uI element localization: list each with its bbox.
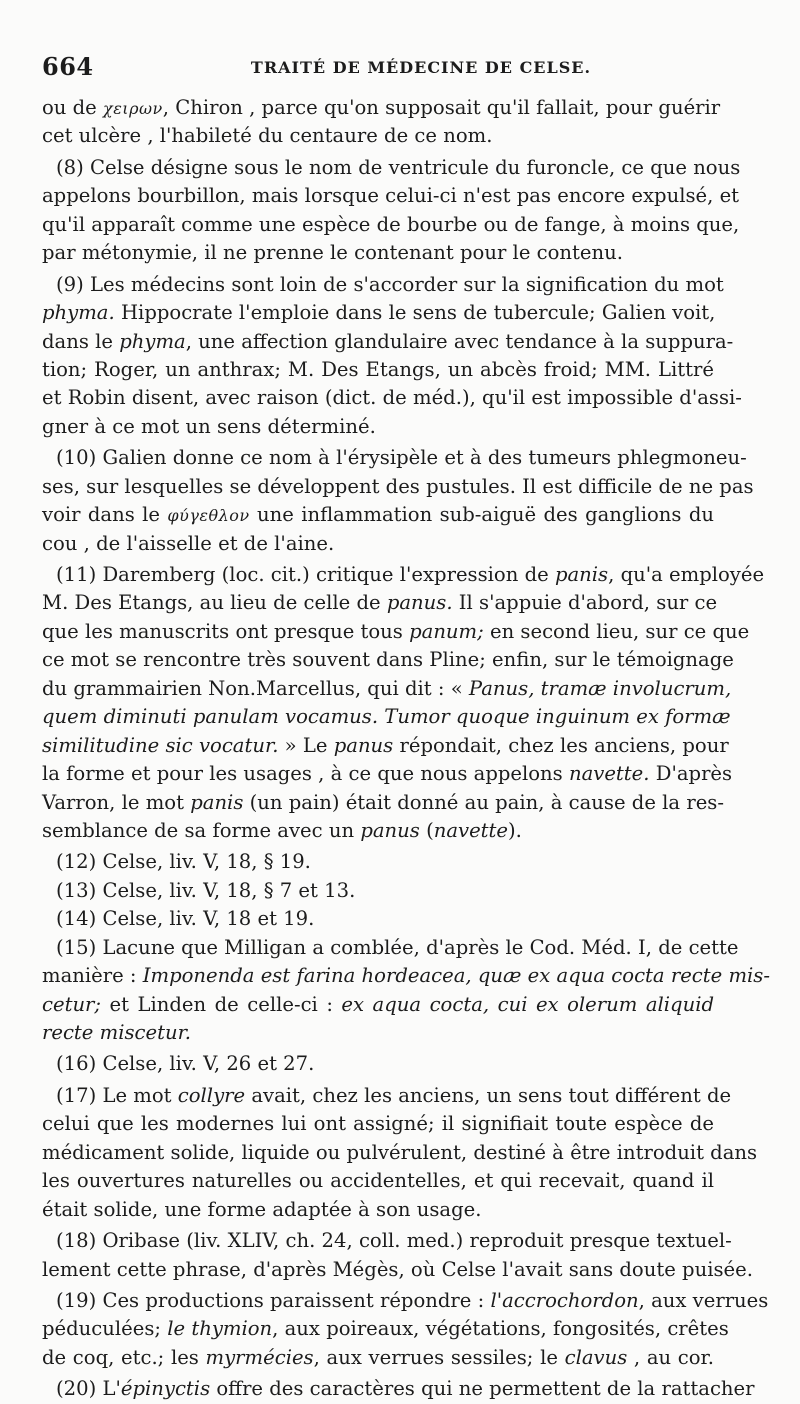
text-line: phyma. Hippocrate l'emploie dans le sens de tubercule; Galien voit, — [42, 301, 716, 325]
page-number: 664 — [42, 52, 94, 81]
text-line: était solide, une forme adaptée à son usage. — [42, 1197, 482, 1221]
text-line: qu'il apparaît comme une espèce de bourbe ou de fange, à moins que, — [42, 212, 740, 236]
note-13: (13) Celse, liv. V, 18, § 7 et 13. — [56, 878, 356, 902]
text-line: par métonymie, il ne prenne le contenant pour le contenu. — [42, 241, 623, 265]
text-line: ce mot se rencontre très souvent dans Pline; enfin, sur le témoignage — [42, 648, 734, 672]
text-line: dans le phyma, une affection glandulaire avec tendance à la suppura- — [42, 329, 734, 353]
text-line: cet ulcère , l'habileté du centaure de ce nom. — [42, 124, 493, 148]
page-header — [42, 52, 740, 92]
text-line: la forme et pour les usages , à ce que nous appelons navette. D'après — [42, 762, 733, 786]
text-line: de coq, etc.; les myrmécies, aux verrues sessiles; le clavus , au cor. — [42, 1345, 714, 1369]
text-line: tion; Roger, un anthrax; M. Des Etangs, un abcès froid; MM. Littré — [42, 357, 714, 381]
text-line: appelons bourbillon, mais lorsque celui-ci n'est pas encore expulsé, et — [42, 184, 740, 208]
note-11: (11) Daremberg (loc. cit.) critique l'expression de panis, qu'a employée — [56, 563, 765, 586]
running-title: TRAITÉ DE MÉDECINE DE CELSE. — [250, 58, 592, 77]
text-line: voir dans le φύγεθλον une inflammation sub-aiguë des ganglions du — [42, 503, 714, 527]
note-8: (8) Celse désigne sous le nom de ventricule du furoncle, ce que nous — [56, 155, 741, 179]
text-line: cou , de l'aisselle et de l'aine. — [42, 531, 335, 555]
text-line: quem diminuti panulam vocamus. Tumor quoque inguinum ex formæ — [42, 705, 731, 729]
note-17: (17) Le mot collyre avait, chez les anciens, un sens tout différent de — [56, 1083, 732, 1107]
text-line: lement cette phrase, d'après Mégès, où Celse l'avait sans doute puisée. — [42, 1257, 753, 1281]
text-line: semblance de sa forme avec un panus (navette). — [42, 818, 522, 842]
note-20: (20) L'épinyctis offre des caractères qui ne permettent de la rattacher — [56, 1377, 755, 1401]
text-line: et Robin disent, avec raison (dict. de méd.), qu'il est impossible d'assi- — [42, 386, 742, 410]
text-line: ses, sur lesquelles se développent des pustules. Il est difficile de ne pas — [42, 474, 754, 498]
text-line: péduculées; le thymion, aux poireaux, végétations, fongosités, crêtes — [42, 1317, 729, 1341]
note-16: (16) Celse, liv. V, 26 et 27. — [56, 1052, 315, 1076]
notes-text — [42, 94, 770, 1404]
text-line: ou de χειρων, Chiron , parce qu'on supposait qu'il fallait, pour guérir — [42, 96, 721, 119]
text-line: les ouvertures naturelles ou accidentelles, et qui recevait, quand il — [42, 1169, 714, 1193]
text-line: que les manuscrits ont presque tous panum; en second lieu, sur ce que — [42, 619, 750, 643]
note-18: (18) Oribase (liv. XLIV, ch. 24, coll. med.) reproduit presque textuel- — [56, 1229, 732, 1253]
text-line: cetur; et Linden de celle-ci : ex aqua cocta, cui ex olerum aliquid — [42, 992, 714, 1016]
text-line: gner à ce mot un sens déterminé. — [42, 414, 376, 438]
note-10: (10) Galien donne ce nom à l'érysipèle et à des tumeurs phlegmoneu- — [56, 446, 747, 470]
text-line: manière : Imponenda est farina hordeacea, quæ ex aqua cocta recte mis- — [42, 964, 770, 988]
note-12: (12) Celse, liv. V, 18, § 19. — [56, 850, 311, 874]
text-line: recte miscetur. — [42, 1021, 192, 1044]
note-15: (15) Lacune que Milligan a comblée, d'après le Cod. Méd. I, de cette — [56, 935, 739, 959]
text-line: Varron, le mot panis (un pain) était donné au pain, à cause de la res- — [42, 790, 724, 814]
note-14: (14) Celse, liv. V, 18 et 19. — [56, 907, 315, 931]
note-19: (19) Ces productions paraissent répondre : l'accrochordon, aux verrues — [56, 1288, 769, 1312]
text-line: celui que les modernes lui ont assigné; il signifiait toute espèce de — [42, 1112, 714, 1136]
text-line: similitudine sic vocatur. » Le panus répondait, chez les anciens, pour — [42, 733, 729, 757]
text-line: du grammairien Non.Marcellus, qui dit : « Panus, tramæ involucrum, — [42, 676, 732, 700]
note-9: (9) Les médecins sont loin de s'accorder sur la signification du mot — [56, 272, 724, 296]
text-line: médicament solide, liquide ou pulvérulent, destiné à être introduit dans — [42, 1140, 758, 1164]
text-line: M. Des Etangs, au lieu de celle de panus. Il s'appuie d'abord, sur ce — [42, 591, 718, 615]
